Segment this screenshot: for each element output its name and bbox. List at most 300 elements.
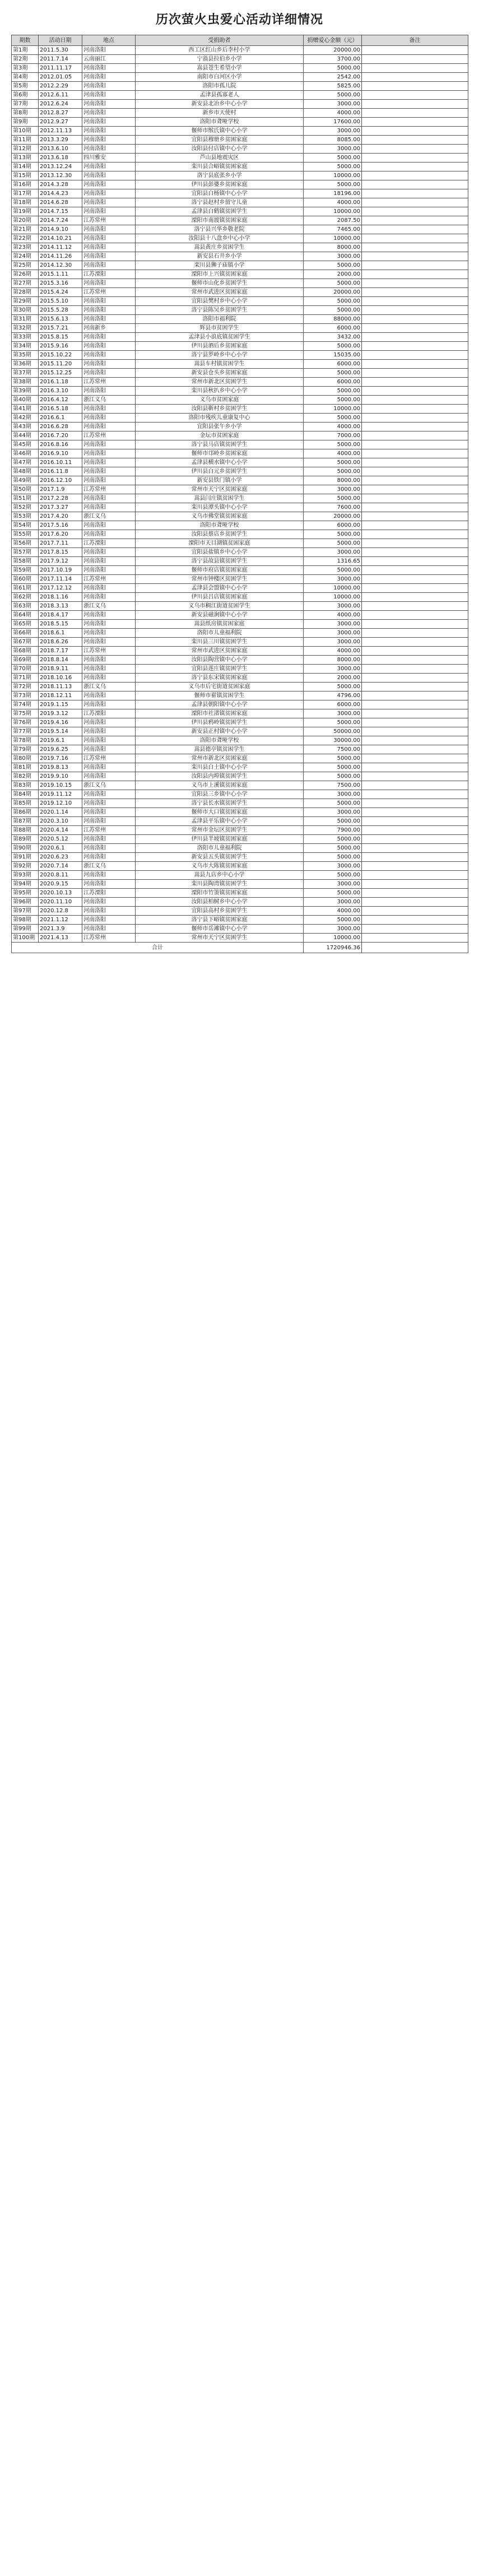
donation-table: [11, 35, 468, 953]
cell-recipient: 嵩县德亭镇贫困学生: [136, 745, 304, 754]
cell-date: 2017.9.12: [39, 557, 82, 566]
cell-date: 2016.5.18: [39, 405, 82, 414]
cell-period: 第99期: [12, 925, 39, 934]
cell-location: 河南洛阳: [82, 629, 136, 638]
cell-date: 2011.5.30: [39, 46, 82, 55]
cell-period: 第47期: [12, 458, 39, 467]
cell-note: [362, 306, 468, 315]
cell-date: 2019.9.10: [39, 772, 82, 781]
cell-note: [362, 808, 468, 817]
cell-note: [362, 55, 468, 64]
cell-date: 2015.10.22: [39, 351, 82, 360]
cell-amount: 5000.00: [304, 261, 362, 270]
cell-period: 第26期: [12, 270, 39, 279]
cell-date: 2014.4.23: [39, 189, 82, 198]
cell-location: 河南洛阳: [82, 333, 136, 342]
table-body: [12, 46, 468, 943]
table-row: [12, 73, 468, 82]
cell-location: 河南洛阳: [82, 198, 136, 207]
cell-amount: 4000.00: [304, 907, 362, 916]
cell-amount: 5000.00: [304, 180, 362, 189]
table-row: [12, 808, 468, 817]
cell-amount: 4796.00: [304, 691, 362, 700]
total-row: [12, 943, 468, 953]
cell-period: 第1期: [12, 46, 39, 55]
cell-location: 江苏常州: [82, 934, 136, 943]
cell-note: [362, 315, 468, 324]
cell-amount: 17600.00: [304, 118, 362, 127]
cell-note: [362, 853, 468, 862]
cell-date: 2014.7.15: [39, 207, 82, 216]
cell-note: [362, 521, 468, 530]
cell-period: 第7期: [12, 100, 39, 109]
cell-recipient: 汝阳县蔡店乡贫困学生: [136, 530, 304, 539]
cell-note: [362, 207, 468, 216]
cell-amount: 5000.00: [304, 566, 362, 575]
cell-amount: 6000.00: [304, 521, 362, 530]
cell-date: 2019.4.16: [39, 718, 82, 727]
cell-date: 2021.3.9: [39, 925, 82, 934]
cell-date: 2017.1.9: [39, 485, 82, 494]
cell-period: 第15期: [12, 171, 39, 180]
table-row: [12, 207, 468, 216]
cell-recipient: 孟津县小浪底镇贫困学生: [136, 333, 304, 342]
cell-date: 2019.6.1: [39, 736, 82, 745]
cell-period: 第27期: [12, 279, 39, 288]
cell-date: 2014.12.30: [39, 261, 82, 270]
cell-amount: 5000.00: [304, 889, 362, 898]
cell-date: 2012.01.05: [39, 73, 82, 82]
cell-location: 河南洛阳: [82, 306, 136, 315]
table-row: [12, 790, 468, 799]
cell-period: 第12期: [12, 145, 39, 154]
cell-period: 第2期: [12, 55, 39, 64]
cell-period: 第89期: [12, 835, 39, 844]
table-row: [12, 100, 468, 109]
table-row: [12, 862, 468, 871]
cell-period: 第100期: [12, 934, 39, 943]
cell-location: 河南洛阳: [82, 118, 136, 127]
cell-amount: 3000.00: [304, 898, 362, 907]
cell-recipient: 常州市天宁区贫困学生: [136, 934, 304, 943]
column-header-location: 地点: [82, 35, 136, 46]
cell-recipient: 洛宁县底张乡小学: [136, 171, 304, 180]
cell-date: 2019.10.15: [39, 781, 82, 790]
table-row: [12, 844, 468, 853]
cell-amount: 3000.00: [304, 252, 362, 261]
cell-period: 第11期: [12, 136, 39, 145]
cell-recipient: 栾川县狮子庙镇小学: [136, 261, 304, 270]
cell-period: 第94期: [12, 880, 39, 889]
cell-note: [362, 683, 468, 691]
cell-note: [362, 584, 468, 593]
cell-note: [362, 431, 468, 440]
table-row: [12, 521, 468, 530]
table-row: [12, 539, 468, 548]
table-row: [12, 889, 468, 898]
cell-recipient: 伊川县吕店镇贫困家庭: [136, 593, 304, 602]
cell-note: [362, 665, 468, 674]
cell-amount: 5000.00: [304, 414, 362, 423]
cell-note: [362, 799, 468, 808]
cell-note: [362, 647, 468, 656]
cell-period: 第83期: [12, 781, 39, 790]
cell-recipient: 洛宁县罗岭乡中心小学: [136, 351, 304, 360]
cell-date: 2018.8.14: [39, 656, 82, 665]
cell-amount: 3000.00: [304, 862, 362, 871]
cell-date: 2017.12.12: [39, 584, 82, 593]
cell-location: 江苏溧阳: [82, 709, 136, 718]
table-row: [12, 279, 468, 288]
cell-amount: 2542.00: [304, 73, 362, 82]
table-row: [12, 835, 468, 844]
cell-location: 浙江义乌: [82, 862, 136, 871]
cell-location: 江苏溧阳: [82, 539, 136, 548]
cell-location: 河南洛阳: [82, 817, 136, 826]
cell-date: 2017.3.27: [39, 503, 82, 512]
cell-note: [362, 781, 468, 790]
cell-amount: 3000.00: [304, 880, 362, 889]
table-row: [12, 243, 468, 252]
cell-period: 第87期: [12, 817, 39, 826]
cell-note: [362, 602, 468, 611]
cell-recipient: 偃师市邙岭乡贫困家庭: [136, 449, 304, 458]
table-row: [12, 683, 468, 691]
cell-location: 河南洛阳: [82, 584, 136, 593]
cell-recipient: 溧阳市竹箦镇贫困家庭: [136, 889, 304, 898]
cell-location: 河南洛阳: [82, 297, 136, 306]
cell-date: 2016.11.8: [39, 467, 82, 476]
cell-recipient: 宜阳县张午乡小学: [136, 423, 304, 431]
cell-amount: 3000.00: [304, 808, 362, 817]
cell-location: 河南洛阳: [82, 136, 136, 145]
cell-note: [362, 145, 468, 154]
cell-location: 河南洛阳: [82, 566, 136, 575]
cell-amount: 4000.00: [304, 449, 362, 458]
document-title: 历次萤火虫爱心活动详细情况: [155, 12, 323, 27]
table-row: [12, 691, 468, 700]
cell-recipient: 洛阳市聋哑学校: [136, 118, 304, 127]
cell-amount: 6000.00: [304, 324, 362, 333]
cell-period: 第4期: [12, 73, 39, 82]
column-header-amount: 捐赠爱心金额（元）: [304, 35, 362, 46]
cell-amount: 18196.00: [304, 189, 362, 198]
cell-period: 第96期: [12, 898, 39, 907]
cell-period: 第49期: [12, 476, 39, 485]
cell-recipient: 汝阳县靳村乡贫困学生: [136, 405, 304, 414]
cell-note: [362, 880, 468, 889]
cell-note: [362, 458, 468, 467]
cell-amount: 3000.00: [304, 548, 362, 557]
table-row: [12, 324, 468, 333]
cell-location: 河南洛阳: [82, 898, 136, 907]
cell-location: 河南洛阳: [82, 414, 136, 423]
cell-period: 第37期: [12, 369, 39, 378]
cell-period: 第69期: [12, 656, 39, 665]
cell-amount: 7500.00: [304, 781, 362, 790]
cell-date: 2014.11.26: [39, 252, 82, 261]
cell-amount: 50000.00: [304, 727, 362, 736]
table-row: [12, 46, 468, 55]
table-row: [12, 718, 468, 727]
cell-period: 第58期: [12, 557, 39, 566]
table-row: [12, 647, 468, 656]
cell-date: 2016.4.12: [39, 396, 82, 405]
cell-note: [362, 772, 468, 781]
cell-period: 第53期: [12, 512, 39, 521]
cell-amount: 5000.00: [304, 494, 362, 503]
cell-recipient: 南阳市白河区小学: [136, 73, 304, 82]
cell-date: 2015.8.15: [39, 333, 82, 342]
cell-date: 2019.12.10: [39, 799, 82, 808]
cell-location: 河南洛阳: [82, 718, 136, 727]
cell-recipient: 伊川县半坡镇贫困家庭: [136, 835, 304, 844]
table-row: [12, 853, 468, 862]
cell-recipient: 偃师市岳滩镇中心小学: [136, 925, 304, 934]
cell-amount: 4000.00: [304, 198, 362, 207]
cell-date: 2012.9.27: [39, 118, 82, 127]
cell-note: [362, 189, 468, 198]
cell-amount: 5000.00: [304, 844, 362, 853]
cell-recipient: 栾川县合峪镇贫困家庭: [136, 163, 304, 171]
cell-date: 2017.8.15: [39, 548, 82, 557]
cell-recipient: 嵩县苍生希望小学: [136, 64, 304, 73]
cell-note: [362, 485, 468, 494]
cell-period: 第65期: [12, 620, 39, 629]
cell-amount: 10000.00: [304, 207, 362, 216]
cell-date: 2018.11.13: [39, 683, 82, 691]
table-row: [12, 127, 468, 136]
cell-amount: 1316.65: [304, 557, 362, 566]
cell-note: [362, 171, 468, 180]
cell-note: [362, 82, 468, 91]
table-row: [12, 620, 468, 629]
cell-period: 第84期: [12, 790, 39, 799]
table-row: [12, 763, 468, 772]
cell-date: 2015.6.13: [39, 315, 82, 324]
table-row: [12, 674, 468, 683]
cell-recipient: 宁蒗县拉伯乡小学: [136, 55, 304, 64]
cell-note: [362, 557, 468, 566]
cell-recipient: 义乌市佛堂镇贫困家庭: [136, 512, 304, 521]
cell-period: 第8期: [12, 109, 39, 118]
cell-location: 江苏常州: [82, 431, 136, 440]
cell-note: [362, 449, 468, 458]
table-row: [12, 82, 468, 91]
cell-recipient: 宜阳县高村乡贫困学生: [136, 907, 304, 916]
table-row: [12, 297, 468, 306]
cell-date: 2016.12.10: [39, 476, 82, 485]
cell-date: 2012.8.27: [39, 109, 82, 118]
cell-recipient: 常州市武进区贫困家庭: [136, 288, 304, 297]
cell-recipient: 义乌市贫困家庭: [136, 396, 304, 405]
cell-period: 第76期: [12, 718, 39, 727]
cell-date: 2013.6.10: [39, 145, 82, 154]
table-row: [12, 629, 468, 638]
cell-location: 浙江义乌: [82, 683, 136, 691]
cell-location: 河南洛阳: [82, 225, 136, 234]
cell-period: 第60期: [12, 575, 39, 584]
cell-date: 2013.12.24: [39, 163, 82, 171]
cell-recipient: 孟津县平乐镇中心小学: [136, 817, 304, 826]
table-row: [12, 225, 468, 234]
cell-location: 河南洛阳: [82, 871, 136, 880]
cell-note: [362, 154, 468, 163]
cell-date: 2020.6.23: [39, 853, 82, 862]
table-row: [12, 916, 468, 925]
cell-location: 河南洛阳: [82, 772, 136, 781]
cell-note: [362, 252, 468, 261]
cell-date: 2021.4.13: [39, 934, 82, 943]
cell-location: 河南洛阳: [82, 109, 136, 118]
table-row: [12, 727, 468, 736]
cell-date: 2020.4.14: [39, 826, 82, 835]
table-row: [12, 449, 468, 458]
cell-period: 第39期: [12, 387, 39, 396]
cell-recipient: 洛宁县长水镇贫困学生: [136, 799, 304, 808]
cell-period: 第92期: [12, 862, 39, 871]
cell-amount: 5000.00: [304, 387, 362, 396]
table-row: [12, 405, 468, 414]
cell-location: 云南丽江: [82, 55, 136, 64]
cell-date: 2012.2.29: [39, 82, 82, 91]
cell-amount: 10000.00: [304, 934, 362, 943]
cell-period: 第25期: [12, 261, 39, 270]
table-row: [12, 709, 468, 718]
cell-period: 第85期: [12, 799, 39, 808]
cell-date: 2020.5.12: [39, 835, 82, 844]
cell-recipient: 常州市武进区贫困家庭: [136, 647, 304, 656]
table-row: [12, 575, 468, 584]
total-note: [362, 943, 468, 953]
cell-period: 第33期: [12, 333, 39, 342]
cell-period: 第41期: [12, 405, 39, 414]
cell-note: [362, 629, 468, 638]
cell-location: 江苏常州: [82, 378, 136, 387]
cell-recipient: 溧阳市南渡镇贫困家庭: [136, 216, 304, 225]
cell-date: 2020.1.14: [39, 808, 82, 817]
cell-date: 2019.5.14: [39, 727, 82, 736]
cell-date: 2017.4.20: [39, 512, 82, 521]
cell-note: [362, 127, 468, 136]
cell-amount: 3000.00: [304, 790, 362, 799]
cell-date: 2020.3.10: [39, 817, 82, 826]
cell-note: [362, 243, 468, 252]
cell-note: [362, 691, 468, 700]
cell-date: 2020.6.1: [39, 844, 82, 853]
cell-date: 2019.1.15: [39, 700, 82, 709]
cell-recipient: 洛阳市聋哑学校: [136, 736, 304, 745]
cell-amount: 5000.00: [304, 835, 362, 844]
cell-note: [362, 674, 468, 683]
cell-amount: 3700.00: [304, 55, 362, 64]
cell-location: 河南洛阳: [82, 46, 136, 55]
cell-recipient: 伊川县鸦岭镇贫困学生: [136, 718, 304, 727]
cell-amount: 5000.00: [304, 396, 362, 405]
cell-location: 河南洛阳: [82, 467, 136, 476]
cell-recipient: 常州市新北区贫困家庭: [136, 754, 304, 763]
table-row: [12, 781, 468, 790]
cell-period: 第23期: [12, 243, 39, 252]
cell-amount: 6000.00: [304, 700, 362, 709]
cell-location: 河南洛阳: [82, 521, 136, 530]
cell-amount: 5000.00: [304, 297, 362, 306]
cell-date: 2013.12.30: [39, 171, 82, 180]
table-row: [12, 315, 468, 324]
cell-period: 第88期: [12, 826, 39, 835]
cell-period: 第77期: [12, 727, 39, 736]
cell-recipient: 常州市钟楼区贫困学生: [136, 575, 304, 584]
table-row: [12, 611, 468, 620]
cell-location: 河南洛阳: [82, 82, 136, 91]
table-row: [12, 494, 468, 503]
cell-amount: 5000.00: [304, 853, 362, 862]
cell-note: [362, 225, 468, 234]
cell-date: 2017.5.16: [39, 521, 82, 530]
cell-recipient: 伊川县彭婆乡贫困家庭: [136, 180, 304, 189]
cell-recipient: 孟津县白鹤镇贫困学生: [136, 207, 304, 216]
cell-recipient: 嵩县闫庄镇贫困学生: [136, 494, 304, 503]
cell-period: 第70期: [12, 665, 39, 674]
table-row: [12, 880, 468, 889]
cell-date: 2012.6.11: [39, 91, 82, 100]
cell-date: 2015.11.20: [39, 360, 82, 369]
cell-recipient: 常州市金坛区贫困学生: [136, 826, 304, 835]
cell-note: [362, 503, 468, 512]
cell-note: [362, 862, 468, 871]
cell-amount: 5000.00: [304, 871, 362, 880]
cell-note: [362, 342, 468, 351]
cell-note: [362, 405, 468, 414]
cell-period: 第48期: [12, 467, 39, 476]
cell-note: [362, 476, 468, 485]
table-row: [12, 907, 468, 916]
cell-location: 江苏常州: [82, 575, 136, 584]
cell-recipient: 洛阳市福利院: [136, 315, 304, 324]
cell-period: 第51期: [12, 494, 39, 503]
cell-location: 河南洛阳: [82, 440, 136, 449]
cell-period: 第5期: [12, 82, 39, 91]
cell-location: 河南洛阳: [82, 171, 136, 180]
cell-date: 2015.9.16: [39, 342, 82, 351]
cell-amount: 20000.00: [304, 512, 362, 521]
cell-amount: 4000.00: [304, 423, 362, 431]
cell-period: 第67期: [12, 638, 39, 647]
cell-note: [362, 898, 468, 907]
cell-period: 第54期: [12, 521, 39, 530]
cell-note: [362, 548, 468, 557]
cell-location: 浙江义乌: [82, 512, 136, 521]
table-row: [12, 503, 468, 512]
cell-note: [362, 288, 468, 297]
table-row: [12, 665, 468, 674]
cell-location: 河南洛阳: [82, 916, 136, 925]
cell-recipient: 宜阳县穆册乡贫困家庭: [136, 136, 304, 145]
cell-note: [362, 512, 468, 521]
cell-amount: 3000.00: [304, 145, 362, 154]
cell-period: 第86期: [12, 808, 39, 817]
page: [11, 0, 468, 953]
cell-period: 第64期: [12, 611, 39, 620]
cell-period: 第50期: [12, 485, 39, 494]
cell-note: [362, 593, 468, 602]
cell-location: 河南洛阳: [82, 449, 136, 458]
cell-location: 河南洛阳: [82, 261, 136, 270]
cell-location: 河南洛阳: [82, 180, 136, 189]
table-row: [12, 467, 468, 476]
cell-note: [362, 351, 468, 360]
cell-amount: 3000.00: [304, 602, 362, 611]
